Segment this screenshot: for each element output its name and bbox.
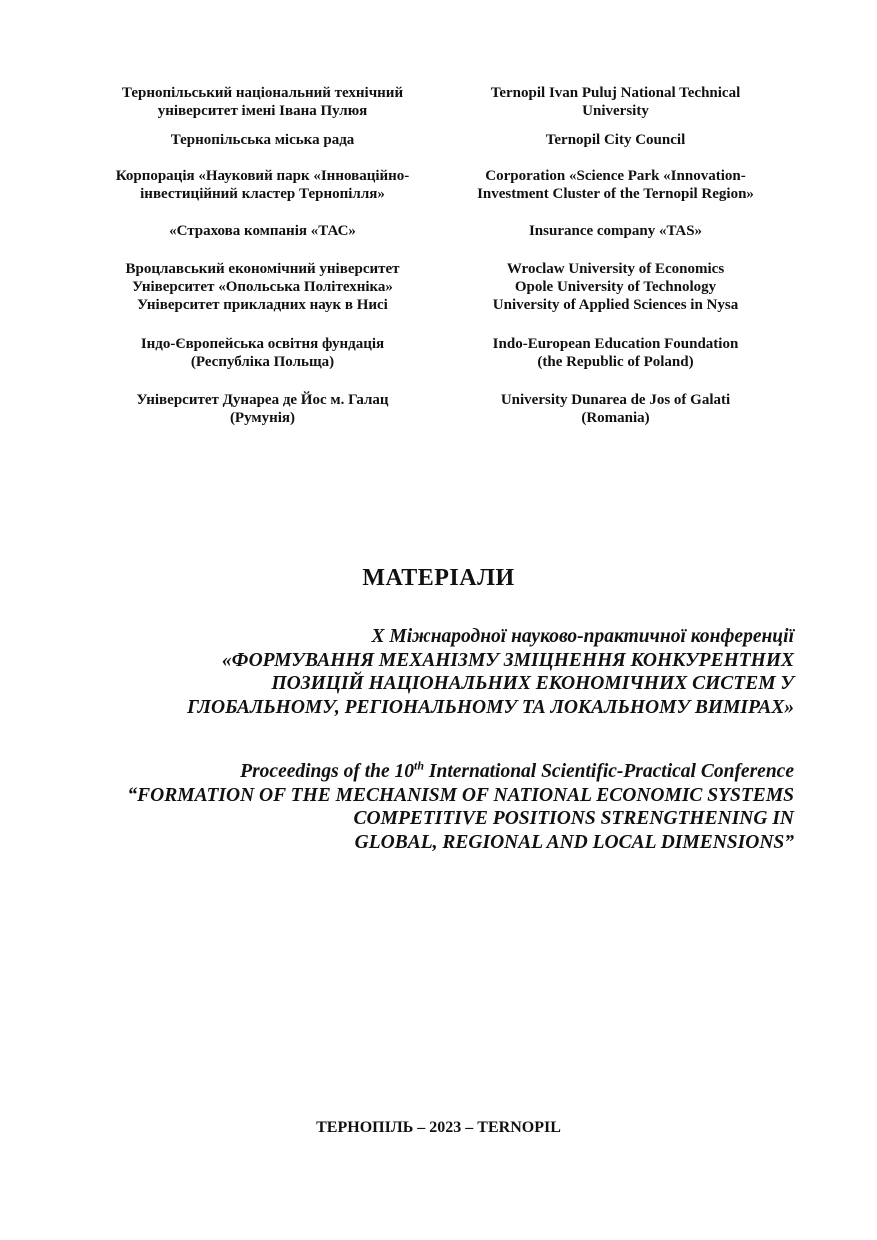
organizer-line: Ternopil City Council — [545, 132, 686, 148]
organizer-line: Індо-Європейська освітня фундація — [140, 336, 385, 352]
organizer-line: Wroclaw University of Economics — [506, 261, 725, 277]
organizer-ua-insurance — [90, 222, 435, 240]
ordinal-suffix: th — [414, 758, 425, 773]
organizer-en-foundation — [448, 335, 783, 371]
organizer-en-insurance — [448, 222, 783, 240]
conference-en-line: COMPETITIVE POSITIONS STRENGTHENING IN — [353, 808, 794, 829]
conference-en-line: GLOBAL, REGIONAL AND LOCAL DIMENSIONS” — [354, 831, 794, 853]
organizer-line: Університет прикладних наук в Нисі — [137, 297, 388, 313]
organizer-line: Indo-European Education Foundation — [492, 336, 739, 352]
organizer-line: Ternopil Ivan Puluj National Technical — [490, 85, 741, 101]
organizer-en-galati — [448, 391, 783, 427]
organizer-line: Університет «Опольська Політехніка» — [132, 279, 393, 295]
conference-title-en — [127, 760, 794, 854]
organizer-line: University Dunarea de Jos of Galati — [500, 392, 731, 408]
organizer-line: Opole University of Technology — [514, 279, 717, 295]
conference-en-line: “FORMATION OF THE MECHANISM OF NATIONAL ECONOMIC SYSTEMS — [127, 784, 794, 806]
conference-ua-line: «ФОРМУВАННЯ МЕХАНІЗМУ ЗМІЦНЕННЯ КОНКУРЕНТНИХ — [222, 649, 794, 671]
organizer-line: «Страхова компанія «ТАС» — [169, 223, 356, 239]
conference-title-ua — [187, 625, 794, 719]
organizer-line: (Румунія) — [229, 410, 296, 426]
organizer-en-tntu — [448, 84, 783, 120]
organizer-line: Investment Cluster of the Ternopil Region» — [477, 186, 754, 202]
organizer-line: інвестиційний кластер Тернопілля» — [140, 186, 385, 202]
conference-en-text: Proceedings of the 10 — [240, 761, 415, 782]
conference-en-line — [127, 760, 794, 784]
organizer-ua-foundation — [90, 335, 435, 371]
organizer-ua-universities — [90, 260, 435, 314]
conference-ua-line: ПОЗИЦІЙ НАЦІОНАЛЬНИХ ЕКОНОМІЧНИХ СИСТЕМ У — [271, 673, 794, 694]
organizer-en-universities — [448, 260, 783, 314]
place-and-year: ТЕРНОПІЛЬ – 2023 – TERNOPIL — [316, 1119, 561, 1136]
organizer-line: Insurance company «TAS» — [528, 223, 703, 239]
organizer-line: університет імені Івана Пулюя — [157, 103, 368, 119]
organizer-ua-tntu — [90, 84, 435, 120]
organizer-line: (the Republic of Poland) — [537, 354, 694, 370]
conference-ua-line: X Міжнародної науково-практичної конференції — [371, 626, 794, 647]
organizer-en-city-council — [448, 131, 783, 149]
organizer-line: Тернопільський національний технічний — [121, 85, 404, 101]
organizer-line: Вроцлавський економічний університет — [125, 261, 400, 277]
organizer-line: University — [582, 103, 649, 119]
organizer-ua-science-park — [90, 167, 435, 203]
organizer-line: Corporation «Science Park «Innovation- — [485, 168, 746, 184]
organizer-line: Корпорація «Науковий парк «Інноваційно- — [115, 168, 410, 184]
organizer-line: Університет Дунареа де Йос м. Галац — [136, 392, 389, 408]
organizer-line: (Республіка Польща) — [190, 354, 335, 370]
conference-en-text: International Scientific-Practical Conference — [424, 761, 794, 782]
organizer-line: (Romania) — [581, 410, 650, 426]
conference-ua-line: ГЛОБАЛЬНОМУ, РЕГІОНАЛЬНОМУ ТА ЛОКАЛЬНОМУ ВИМІРАХ» — [187, 696, 794, 718]
organizer-line: University of Applied Sciences in Nysa — [492, 297, 739, 313]
organizer-ua-galati — [90, 391, 435, 427]
organizer-en-science-park — [448, 167, 783, 203]
organizer-line: Тернопільська міська рада — [170, 132, 355, 148]
organizer-ua-city-council — [90, 131, 435, 149]
document-title: МАТЕРІАЛИ — [362, 565, 515, 591]
